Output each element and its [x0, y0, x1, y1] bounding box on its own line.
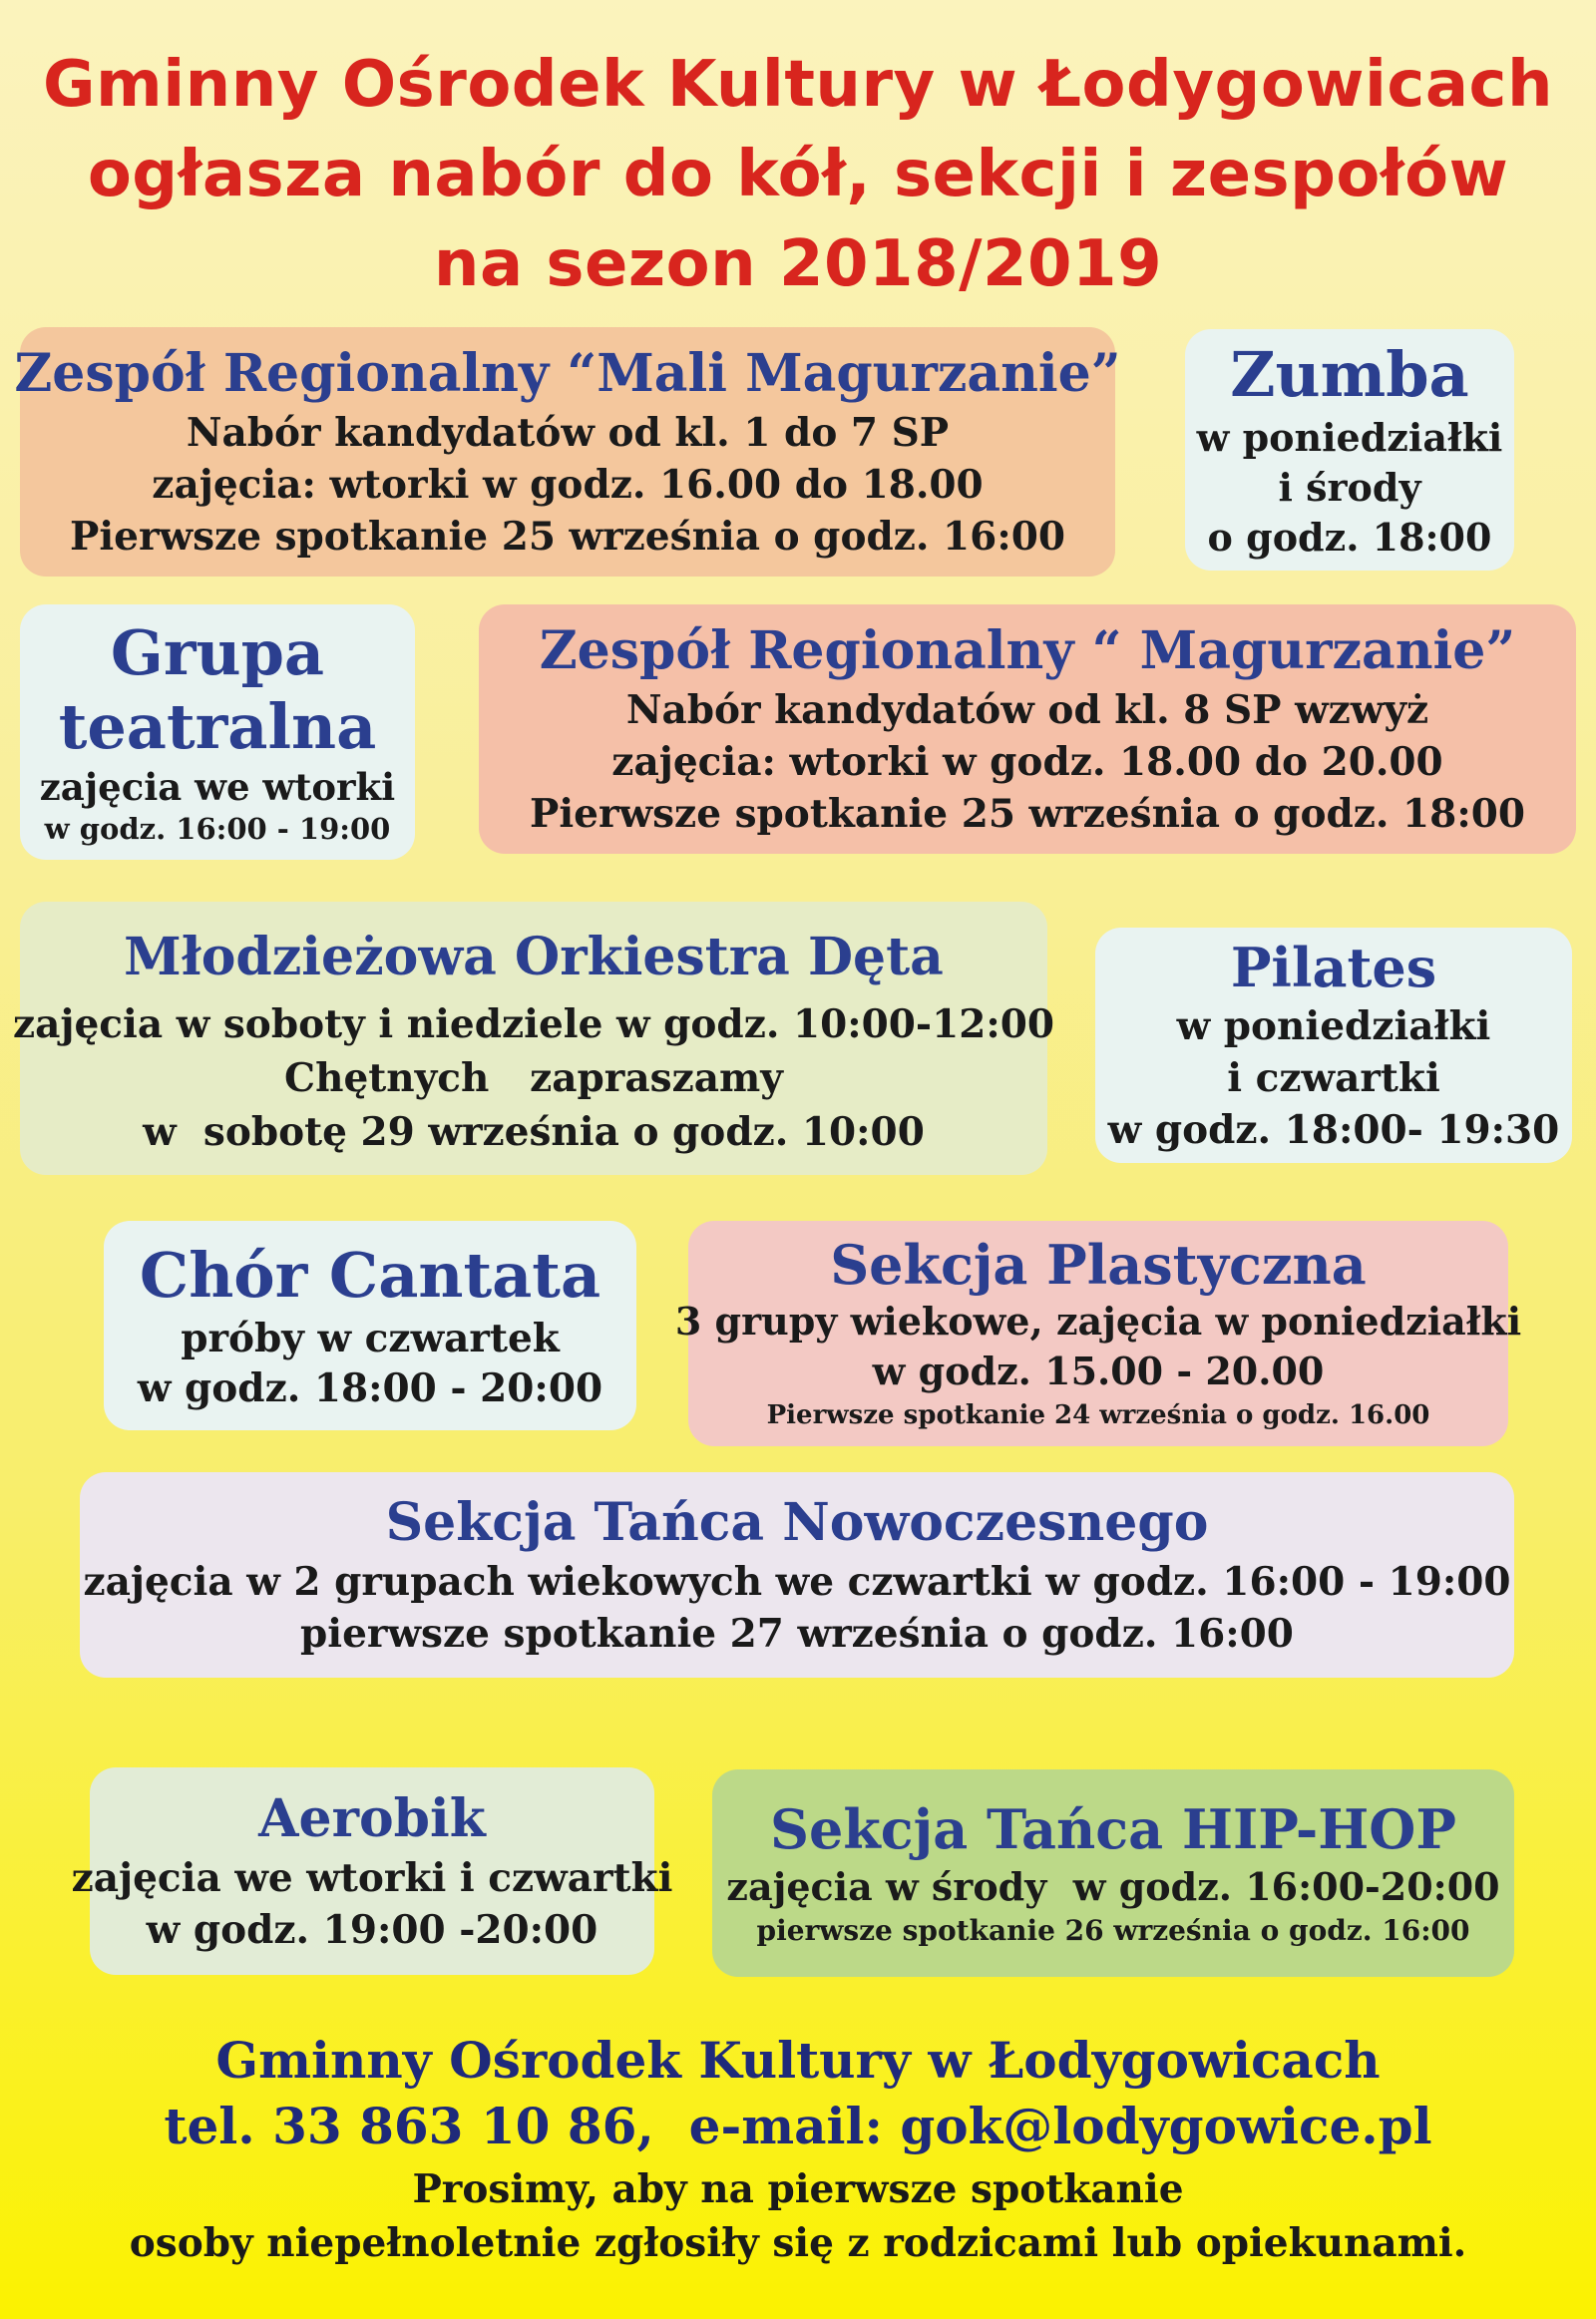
box-grupa-teatralna — [20, 604, 415, 860]
header-line-1: Gminny Ośrodek Kultury w Łodygowicach — [42, 48, 1554, 122]
box-title: Zumba — [1230, 338, 1469, 411]
poster-header — [0, 40, 1596, 309]
box-line: w sobotę 29 września o godz. 10:00 — [143, 1109, 925, 1155]
box-line: Chętnych zapraszamy — [284, 1055, 783, 1101]
box-aerobik — [71, 1767, 673, 1975]
box-line: i środy — [1278, 465, 1421, 510]
box-title: Aerobik — [258, 1788, 486, 1849]
box-line: w poniedziałki — [1196, 415, 1503, 460]
box-line: zajęcia w 2 grupach wiekowych we czwartki w godz. 16:00 - 19:00 — [83, 1559, 1511, 1605]
box-title: Zespół Regionalny “ Magurzanie” — [539, 620, 1516, 681]
box-line: i czwartki — [1227, 1055, 1440, 1101]
box-title: Grupa — [110, 616, 325, 689]
box-line: w godz. 18:00- 19:30 — [1107, 1107, 1560, 1153]
footer-note-2: osoby niepełnoletnie zgłosiły się z rodzicami lub opiekunami. — [129, 2220, 1467, 2266]
box-line: w godz. 16:00 - 19:00 — [44, 812, 391, 846]
box-zumba — [1185, 329, 1514, 571]
box-line: zajęcia we wtorki — [39, 765, 396, 809]
box-title: Sekcja Plastyczna — [830, 1233, 1367, 1297]
box-line: o godz. 18:00 — [1207, 515, 1492, 560]
footer-contact: tel. 33 863 10 86, e-mail: gok@lodygowice.pl — [164, 2097, 1432, 2155]
box-line: 3 grupy wiekowe, zajęcia w poniedziałki — [674, 1299, 1522, 1344]
header-line-2: ogłasza nabór do kół, sekcji i zespołów — [87, 138, 1509, 211]
box-line: Pierwsze spotkanie 25 września o godz. 16:00 — [70, 514, 1065, 560]
box-title: Chór Cantata — [139, 1239, 601, 1312]
footer-note-1: Prosimy, aby na pierwsze spotkanie — [412, 2166, 1184, 2212]
box-sekcja-plastyczna — [674, 1221, 1522, 1446]
box-line: w godz. 15.00 - 20.00 — [872, 1349, 1325, 1393]
box-magurzanie — [479, 604, 1576, 854]
box-title: Sekcja Tańca Nowoczesnego — [385, 1492, 1209, 1553]
box-title: teatralna — [58, 690, 377, 763]
box-line: zajęcia w środy w godz. 16:00-20:00 — [726, 1864, 1500, 1909]
box-line: zajęcia: wtorki w godz. 16.00 do 18.00 — [152, 462, 984, 508]
header-line-3: na sezon 2018/2019 — [433, 227, 1163, 301]
box-line: pierwsze spotkanie 27 września o godz. 16:00 — [300, 1611, 1294, 1657]
box-line: pierwsze spotkanie 26 września o godz. 16:00 — [756, 1914, 1470, 1947]
box-line: próby w czwartek — [181, 1316, 560, 1361]
box-line: Pierwsze spotkanie 24 września o godz. 16.00 — [766, 1400, 1430, 1430]
box-sekcja-hiphop — [712, 1769, 1514, 1977]
box-mali-magurzanie — [14, 327, 1121, 577]
box-sekcja-tanca-nowoczesnego — [80, 1472, 1514, 1678]
box-line: w godz. 19:00 -20:00 — [146, 1907, 598, 1953]
box-title: Pilates — [1230, 936, 1437, 999]
box-line: zajęcia: wtorki w godz. 18.00 do 20.00 — [611, 739, 1443, 785]
box-line: w godz. 18:00 - 20:00 — [137, 1365, 603, 1411]
box-line: zajęcia w soboty i niedziele w godz. 10:00-12:00 — [12, 1001, 1055, 1047]
box-line: Nabór kandydatów od kl. 1 do 7 SP — [186, 410, 950, 456]
box-title: Młodzieżowa Orkiestra Dęta — [124, 927, 944, 987]
box-pilates — [1095, 928, 1572, 1163]
box-chor-cantata — [104, 1221, 636, 1430]
box-line: Nabór kandydatów od kl. 8 SP wzwyż — [625, 687, 1429, 733]
box-title: Sekcja Tańca HIP-HOP — [770, 1797, 1456, 1861]
footer-org: Gminny Ośrodek Kultury w Łodygowicach — [215, 2031, 1381, 2090]
box-line: Pierwsze spotkanie 25 września o godz. 18:00 — [530, 791, 1525, 837]
box-orkiestra — [12, 902, 1055, 1175]
box-line: zajęcia we wtorki i czwartki — [71, 1855, 673, 1901]
box-title: Zespół Regionalny “Mali Magurzanie” — [14, 343, 1121, 404]
box-line: w poniedziałki — [1176, 1003, 1491, 1049]
